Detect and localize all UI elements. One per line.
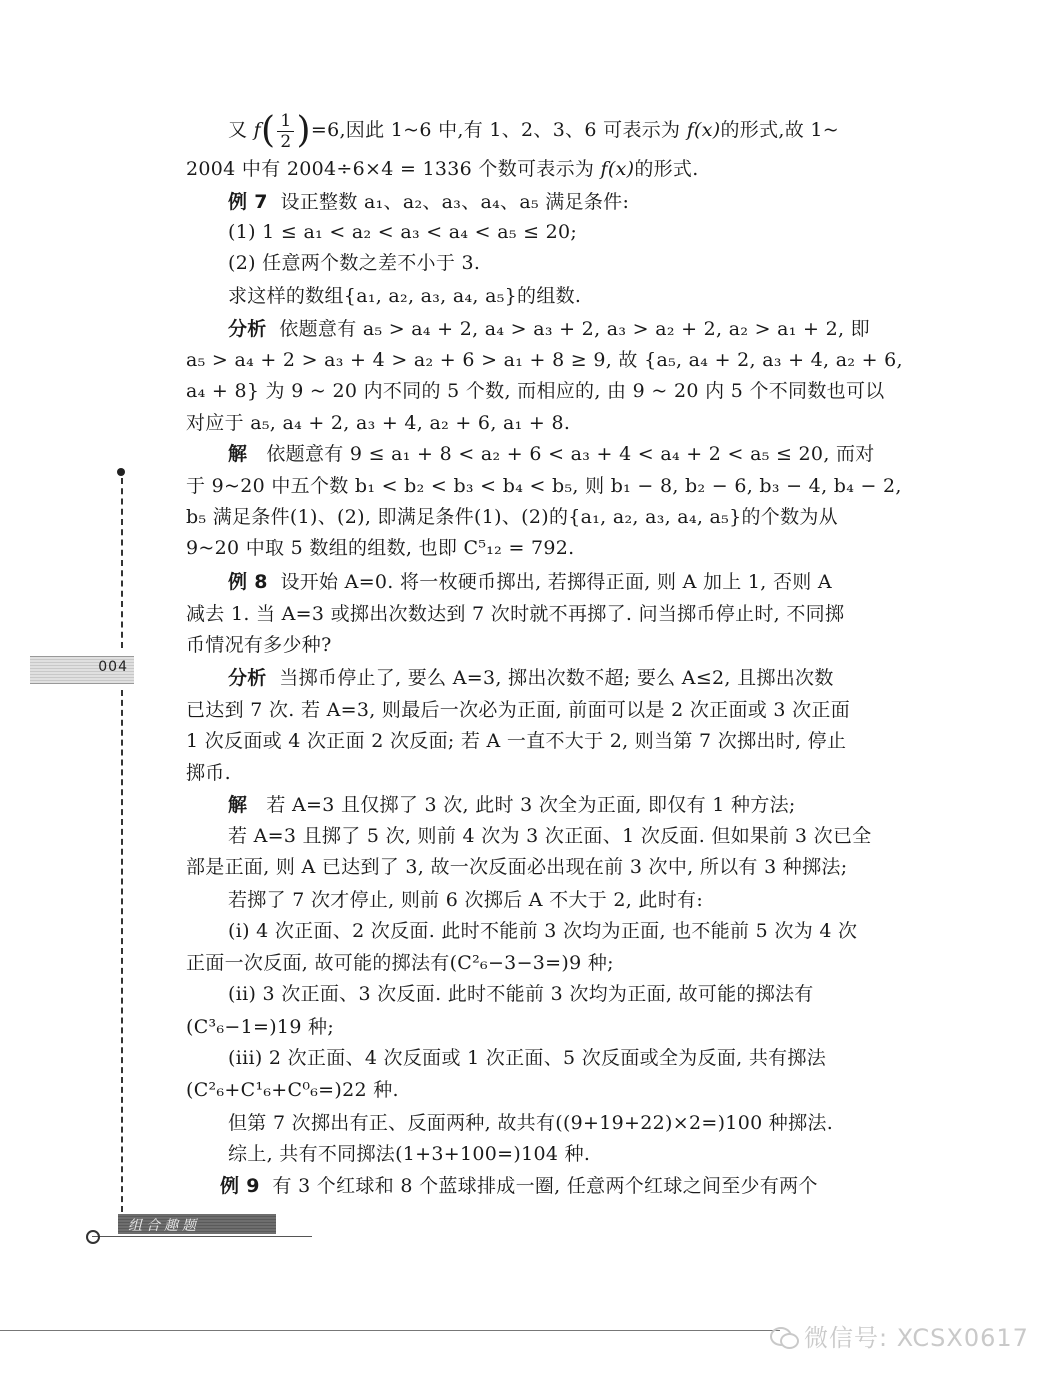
footer-ring-icon [86, 1230, 100, 1244]
text-fragment: 依题意有 9 ≤ a₁ + 8 < a₂ + 6 < a₃ + 4 < a₄ + 2 < a₅ ≤ 20, 而对 [266, 443, 875, 465]
watermark [770, 1318, 1029, 1353]
function-fx: f(x) [600, 158, 635, 180]
function-fx: f(x) [686, 119, 721, 141]
text-fragment: 当掷币停止了, 要么 A=3, 掷出次数不超; 要么 A≤2, 且掷出次数 [279, 667, 834, 689]
analysis-label: 分析 [228, 318, 267, 340]
analysis-line-4: 对应于 a₅, a₄ + 2, a₃ + 4, a₂ + 6, a₁ + 8. [186, 412, 571, 434]
text-line-2 [186, 156, 699, 182]
footer-title: 组合趣题 [128, 1218, 200, 1234]
example-8-line-3: 币情况有多少种? [186, 634, 332, 656]
example-label: 例 9 [220, 1175, 260, 1197]
solution-label: 解 [228, 794, 248, 816]
case-iii-line-2: (C²₆+C¹₆+C⁰₆=)22 种. [186, 1079, 399, 1101]
analysis-8-line-1 [228, 665, 834, 691]
margin-dot [117, 468, 125, 476]
margin-dashed-line-lower [121, 690, 123, 1212]
analysis-label: 分析 [228, 667, 267, 689]
solution-8-line-3: 部是正面, 则 A 已达到了 3, 故一次反面必出现在前 3 次中, 所以有 3 种掷法; [186, 856, 848, 878]
solution-8-line-2: 若 A=3 且掷了 5 次, 则前 4 次为 3 次正面、1 次反面. 但如果前 3 次已全 [228, 825, 872, 847]
analysis-8-line-4: 掷币. [186, 762, 231, 784]
solution-line-2: 于 9~20 中五个数 b₁ < b₂ < b₃ < b₄ < b₅, 则 b₁ − 8, b₂ − 6, b₃ − 4, b₄ − 2, [186, 475, 902, 497]
function-symbol: f [253, 119, 261, 141]
solution-line-4: 9~20 中取 5 数组的组数, 也即 C⁵₁₂ = 792. [186, 537, 575, 559]
analysis-8-line-2: 已达到 7 次. 若 A=3, 则最后一次必为正面, 前面可以是 2 次正面或 3 次正面 [186, 699, 851, 721]
left-paren: ( [261, 110, 276, 151]
page-number-badge [30, 656, 134, 684]
solution-label: 解 [228, 443, 248, 465]
condition-1: (1) 1 ≤ a₁ < a₂ < a₃ < a₄ < a₅ ≤ 20; [228, 221, 578, 243]
page-number: 004 [98, 659, 128, 675]
case-i-line-2: 正面一次反面, 故可能的掷法有(C²₆−3−3=)9 种; [186, 952, 614, 974]
example-9-line-1 [220, 1173, 818, 1199]
right-paren: ) [296, 110, 311, 151]
analysis-line-1 [228, 316, 870, 342]
case-ii-line-1: (ii) 3 次正面、3 次反面. 此时不能前 3 次均为正面, 故可能的掷法有 [228, 983, 814, 1005]
solution-8-line-1 [228, 792, 796, 818]
text-fragment: 若 A=3 且仅掷了 3 次, 此时 3 次全为正面, 即仅有 1 种方法; [266, 794, 796, 816]
text-fragment: 依题意有 a₅ > a₄ + 2, a₄ > a₃ + 2, a₃ > a₂ + 2, a₂ > a₁ + 2, 即 [279, 318, 870, 340]
example-7-heading [228, 189, 629, 215]
analysis-line-2: a₅ > a₄ + 2 > a₃ + 4 > a₂ + 6 > a₁ + 8 ≥ 9, 故 {a₅, a₄ + 2, a₃ + 4, a₂ + 6, [186, 349, 903, 371]
fraction-one-half [277, 111, 294, 152]
case-iii-line-1: (iii) 2 次正面、4 次反面或 1 次正面、5 次反面或全为反面, 共有掷法 [228, 1047, 827, 1069]
fraction-denominator: 2 [280, 131, 292, 152]
bottom-rule [0, 1330, 780, 1331]
analysis-line-3: a₄ + 8} 为 9 ~ 20 内不同的 5 个数, 而相应的, 由 9 ~ 20 内 5 个不同数也可以 [186, 380, 885, 402]
final-line-1: 但第 7 次掷出有正、反面两种, 故共有((9+19+22)×2=)100 种掷法. [228, 1112, 834, 1134]
margin-dashed-line-upper [121, 478, 123, 648]
solution-8-line-4: 若掷了 7 次才停止, 则前 6 次掷后 A 不大于 2, 此时有: [228, 889, 704, 911]
condition-2: (2) 任意两个数之差不小于 3. [228, 252, 481, 274]
wechat-icon [770, 1327, 798, 1349]
solution-line-1 [228, 441, 875, 467]
example-label: 例 7 [228, 191, 268, 213]
solution-line-3: b₅ 满足条件(1)、(2), 即满足条件(1)、(2)的{a₁, a₂, a₃, a₄, a₅}的个数为从 [186, 506, 838, 528]
text-fragment: 有 3 个红球和 8 个蓝球排成一圈, 任意两个红球之间至少有两个 [272, 1175, 818, 1197]
text-fragment: 2004 中有 2004÷6×4 = 1336 个数可表示为 [186, 158, 595, 180]
analysis-8-line-3: 1 次反面或 4 次正面 2 次反面; 若 A 一直不大于 2, 则当第 7 次掷出时, 停止 [186, 730, 847, 752]
text-fragment: 设开始 A=0. 将一枚硬币掷出, 若掷得正面, 则 A 加上 1, 否则 A [280, 571, 832, 593]
text-fragment: 又 [228, 119, 248, 141]
case-i-line-1: (i) 4 次正面、2 次反面. 此时不能前 3 次均为正面, 也不能前 5 次为 4 次 [228, 920, 858, 942]
fraction-numerator: 1 [277, 111, 294, 132]
example-8-line-2: 减去 1. 当 A=3 或掷出次数达到 7 次时就不再掷了. 问当掷币停止时, 不同掷 [186, 603, 845, 625]
example-8-line-1 [228, 569, 832, 595]
text-fragment: 的形式,故 1~ [720, 119, 839, 141]
example-text: 设正整数 a₁、a₂、a₃、a₄、a₅ 满足条件: [280, 191, 630, 213]
footer-title-bar [118, 1214, 276, 1234]
text-line-1 [228, 110, 839, 152]
question-line: 求这样的数组{a₁, a₂, a₃, a₄, a₅}的组数. [228, 285, 582, 307]
final-line-2: 综上, 共有不同掷法(1+3+100=)104 种. [228, 1143, 591, 1165]
case-ii-line-2: (C³₆−1=)19 种; [186, 1016, 335, 1038]
text-fragment: =6,因此 1~6 中,有 1、2、3、6 可表示为 [310, 119, 681, 141]
watermark-text: 微信号: XCSX0617 [804, 1324, 1029, 1352]
footer-rule [92, 1236, 312, 1237]
text-fragment: 的形式. [634, 158, 699, 180]
example-label: 例 8 [228, 571, 268, 593]
